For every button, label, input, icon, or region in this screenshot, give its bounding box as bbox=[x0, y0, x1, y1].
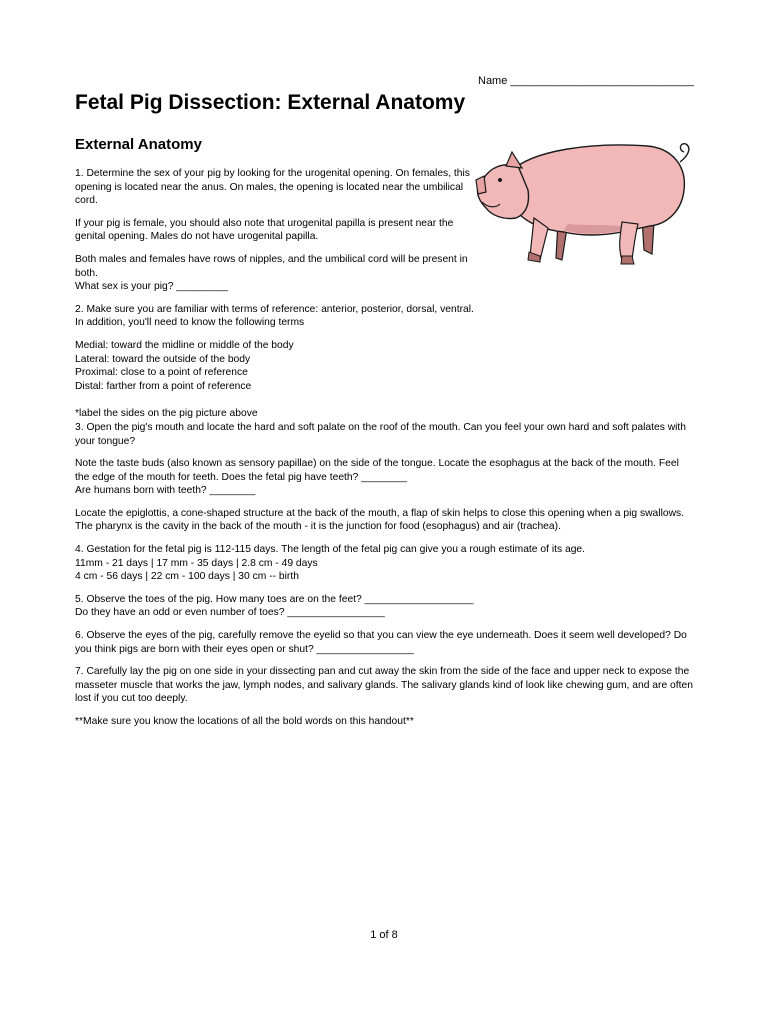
document-body bbox=[75, 167, 695, 738]
paragraph-urogenital-papilla: If your pig is female, you should also note that urogenital papilla is present near the genital opening. Males do not have urogenital papilla. bbox=[75, 217, 454, 243]
paragraph-masseter: 7. Carefully lay the pig on one side in your dissecting pan and cut away the skin from the side of the face and upper neck to expose the masseter muscle that works the jaw, lymph nodes, and salivary glands. The salivary glands kind of look like chewing gum, and are often lost if you cut too deeply. bbox=[75, 666, 693, 705]
closing-note: **Make sure you know the locations of all the bold words on this handout** bbox=[75, 716, 414, 727]
paragraph-palate: 3. Open the pig's mouth and locate the hard and soft palate on the roof of the mouth. Can you feel your own hard and soft palates with your tongue? bbox=[75, 421, 687, 447]
name-field: Name ______________________________ bbox=[478, 75, 694, 87]
paragraph-toes bbox=[75, 593, 695, 620]
paragraph-sex-determination: 1. Determine the sex of your pig by looking for the urogenital opening. On females, this opening is located near the anus. On males, the opening is located near the umbilical cord. bbox=[75, 168, 470, 207]
pig-tail bbox=[680, 144, 689, 162]
terms-list bbox=[75, 339, 695, 393]
question-toe-count: 5. Observe the toes of the pig. How many toes are on the feet? ___________________ bbox=[75, 593, 474, 605]
label-note-wrap bbox=[75, 407, 695, 421]
paragraph-eyes: 6. Observe the eyes of the pig, carefully remove the eyelid so that you can view the eye underneath. Does it seem well developed? Do you think pigs are born with their eyes open or shut? _________________ bbox=[75, 630, 687, 655]
age-estimates-line-2: 4 cm - 56 days | 22 cm - 100 days | 30 cm -- birth bbox=[75, 571, 299, 583]
term-medial: Medial: toward the midline or middle of the body bbox=[75, 339, 294, 351]
gestation-text: 4. Gestation for the fetal pig is 112-115 days. The length of the fetal pig can give you a rough estimate of its age. bbox=[75, 544, 586, 556]
section-heading: External Anatomy bbox=[75, 136, 202, 153]
label-note: *label the sides on the pig picture above bbox=[75, 408, 258, 420]
paragraph-nipples bbox=[75, 253, 477, 294]
nipples-text: Both males and females have rows of nipples, and the umbilical cord will be present in both. bbox=[75, 253, 468, 279]
paragraph-epiglottis: Locate the epiglottis, a cone-shaped structure at the back of the mouth, a flap of skin helps to close this opening when a pig swallows. The pharynx is the cavity in the back of the mouth - it is the junction for food (esophagus) and air (trachea). bbox=[75, 507, 685, 533]
paragraph-terms-of-reference: 2. Make sure you are familiar with terms of reference: anterior, posterior, dorsal, ventral. In addition, you'll need to know the following terms bbox=[75, 303, 474, 329]
question-pig-sex: What sex is your pig? _________ bbox=[75, 281, 228, 293]
question-odd-even-toes: Do they have an odd or even number of toes? _________________ bbox=[75, 607, 385, 619]
paragraph-gestation bbox=[75, 543, 695, 584]
term-distal: Distal: farther from a point of reference bbox=[75, 380, 252, 392]
term-proximal: Proximal: close to a point of reference bbox=[75, 367, 248, 379]
pig-ear bbox=[506, 152, 522, 168]
question-human-teeth: Are humans born with teeth? ________ bbox=[75, 485, 256, 497]
paragraph-taste-buds bbox=[75, 457, 695, 498]
term-lateral: Lateral: toward the outside of the body bbox=[75, 353, 251, 365]
age-estimates-line-1: 11mm - 21 days | 17 mm - 35 days | 2.8 cm - 49 days bbox=[75, 557, 318, 569]
taste-buds-text: Note the taste buds (also known as sensory papillae) on the side of the tongue. Locate the esophagus at the back of the mouth. Feel the edge of the mouth for teeth. Does the fetal pig have teeth? ________ bbox=[75, 458, 679, 483]
page-title: Fetal Pig Dissection: External Anatomy bbox=[75, 91, 466, 114]
page-indicator: 1 of 8 bbox=[370, 929, 398, 941]
